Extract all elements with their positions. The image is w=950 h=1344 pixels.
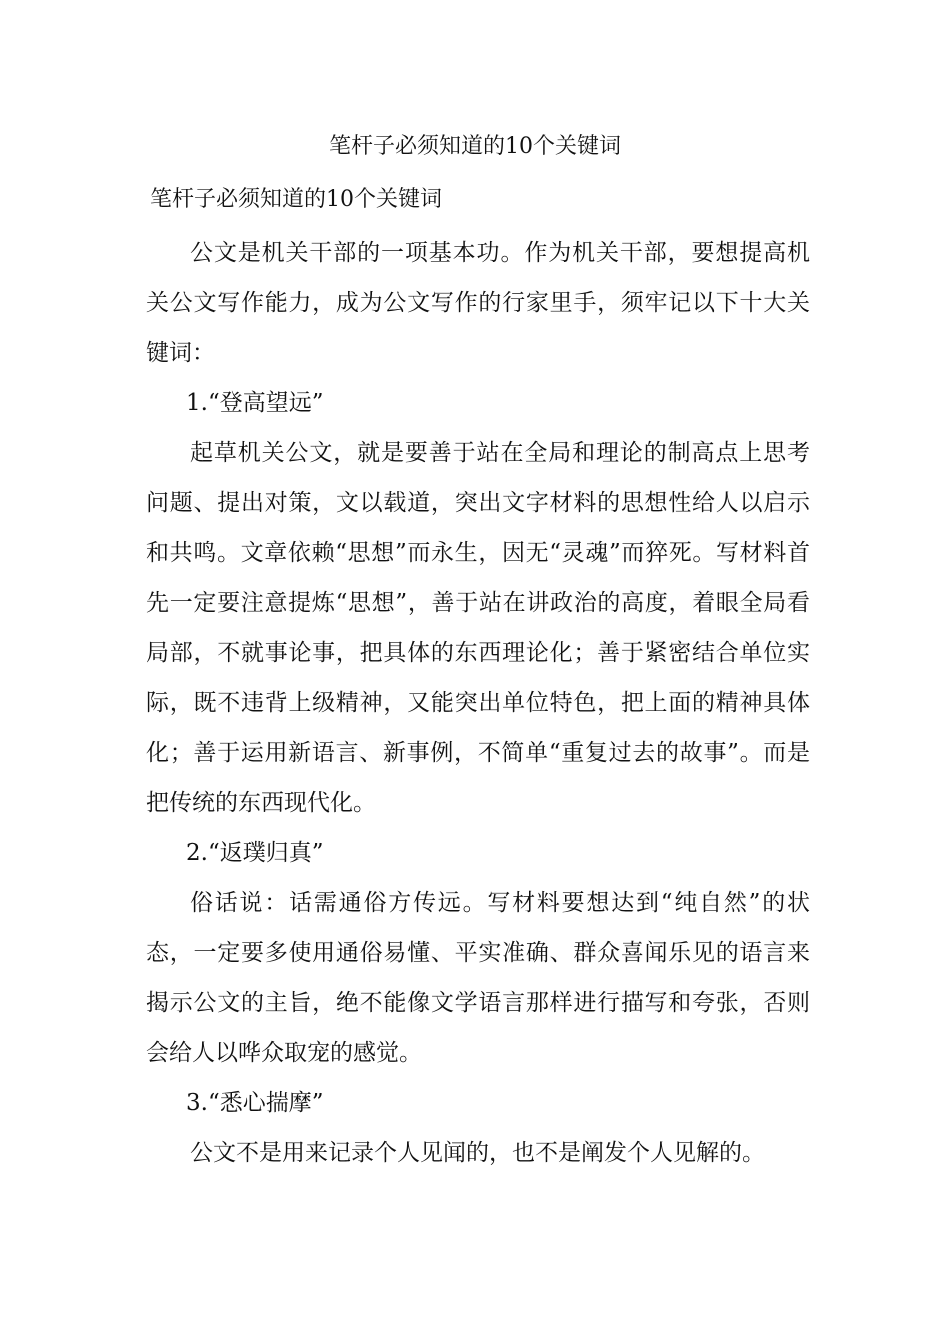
section-heading-2: 2.“返璞归真”: [186, 840, 324, 866]
document-body: [146, 180, 810, 1178]
document-subtitle: 笔杆子必须知道的10个关键词: [150, 187, 442, 212]
section-heading-1: 1.“登高望远”: [186, 390, 324, 416]
section-paragraph-2: 俗话说：话需通俗方传远。写材料要想达到“纯自然”的状态，一定要多使用通俗易懂、平实准确、群众喜闻乐见的语言来揭示公文的主旨，绝不能像文学语言那样进行描写和夸张，否则会给人以哗众取宠的感觉。: [146, 890, 810, 1066]
section-paragraph-3: 公文不是用来记录个人见闻的，也不是阐发个人见解的。: [190, 1140, 765, 1166]
intro-paragraph: 公文是机关干部的一项基本功。作为机关干部，要想提高机关公文写作能力，成为公文写作的行家里手，须牢记以下十大关键词：: [146, 240, 810, 366]
document-title: 笔杆子必须知道的10个关键词: [329, 134, 621, 159]
section-heading-3: 3.“悉心揣摩”: [186, 1090, 324, 1116]
section-paragraph-1: 起草机关公文，就是要善于站在全局和理论的制高点上思考问题、提出对策，文以载道，突出文字材料的思想性给人以启示和共鸣。文章依赖“思想”而永生，因无“灵魂”而猝死。写材料首先一定要注意提炼“思想”，善于站在讲政治的高度，着眼全局看局部，不就事论事，把具体的东西理论化；善于紧密结合单位实际，既不违背上级精神，又能突出单位特色，把上面的精神具体化；善于运用新语言、新事例，不简单“重复过去的故事”。而是把传统的东西现代化。: [146, 440, 810, 816]
